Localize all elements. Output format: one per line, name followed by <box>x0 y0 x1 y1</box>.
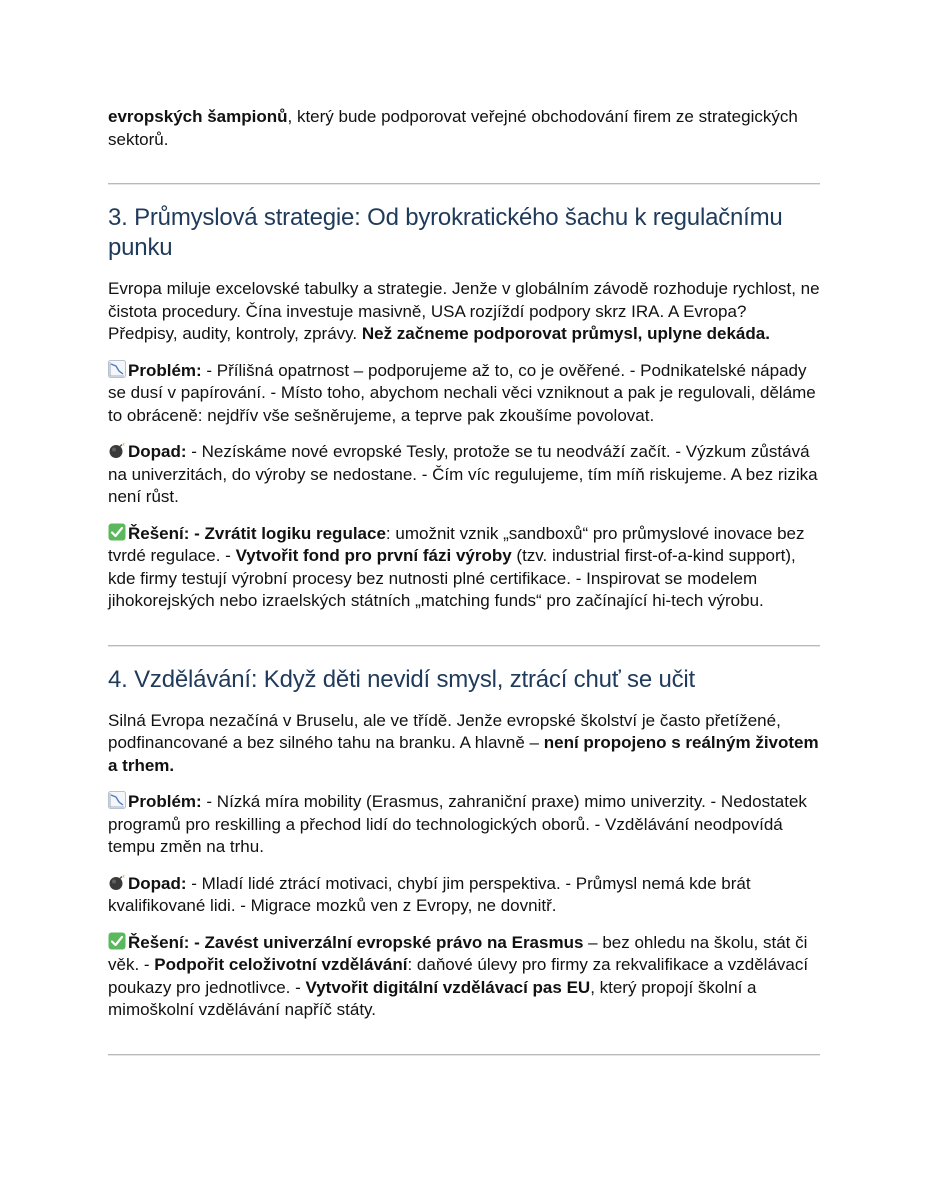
section-heading: 4. Vzdělávání: Když děti nevidí smysl, ztrácí chuť se učit <box>108 665 695 693</box>
horizontal-rule <box>108 183 820 185</box>
check-mark-button-icon <box>108 523 126 541</box>
solution-paragraph <box>108 523 820 613</box>
solution-part: – bez ohledu na školu, stát či věk. - <box>108 932 808 974</box>
impact-paragraph <box>108 441 820 509</box>
solution-paragraph <box>108 932 820 1022</box>
section-education <box>108 665 820 1022</box>
bomb-icon <box>108 441 126 459</box>
horizontal-rule <box>108 645 820 647</box>
solution-part: - <box>189 523 205 543</box>
document-page <box>108 106 820 1056</box>
bomb-icon <box>108 873 126 891</box>
solution-part: : umožnit vznik „sandboxů“ pro průmyslové inovace bez tvrdé regulace. - <box>108 523 805 565</box>
solution-part-bold: Zvrátit logiku regulace <box>204 523 386 543</box>
check-mark-button-icon <box>108 932 126 950</box>
problem-label: Problém: <box>128 360 202 380</box>
chart-decreasing-icon <box>108 360 126 378</box>
section-lead <box>108 278 820 346</box>
problem-label: Problém: <box>128 792 202 811</box>
solution-part-bold: Zavést univerzální evropské právo na Erasmus <box>204 932 584 952</box>
solution-label: Řešení: <box>128 932 190 952</box>
intro-bold: evropských šampionů <box>108 107 288 126</box>
section-lead <box>108 710 820 778</box>
problem-text: - Přílišná opatrnost – podporujeme až to, co je ověřené. - Podnikatelské nápady se dusí v papírování. - Místo toho, abychom nechali věci vzniknout a pak je regulovali, děláme to obráceně: nejdřív vše sešněrujeme, a teprve pak zkoušíme povolovat. <box>108 360 816 425</box>
problem-paragraph <box>108 791 820 859</box>
impact-label: Dopad: <box>128 873 187 893</box>
solution-label: Řešení: <box>128 523 190 543</box>
solution-part-bold: Podpořit celoživotní vzdělávání <box>154 955 408 974</box>
solution-part: - <box>189 932 205 952</box>
lead-bold: není propojeno s reálným životem a trhem. <box>108 733 819 775</box>
section-heading: 3. Průmyslová strategie: Od byrokratického šachu k regulačnímu punku <box>108 204 783 261</box>
impact-label: Dopad: <box>128 442 187 461</box>
intro-text: , který bude podporovat veřejné obchodování firem ze strategických sektorů. <box>108 107 798 149</box>
impact-text: - Nezískáme nové evropské Tesly, protože se tu neodváží začít. - Výzkum zůstává na univerzitách, do výroby se nedostane. - Čím víc regulujeme, tím míň riskujeme. A bez rizika není růst. <box>108 442 818 506</box>
section-industrial-strategy <box>108 203 820 613</box>
solution-part: (tzv. industrial first-of-a-kind support), kde firmy testují výrobní procesy bez nutnosti plné certifikace. - Inspirovat se modelem jihokorejských nebo izraelských státních „matching funds“ pro začínající hi-tech výrobu. <box>108 546 796 610</box>
solution-part-bold: Vytvořit fond pro první fázi výroby <box>235 546 512 565</box>
impact-text: - Mladí lidé ztrácí motivaci, chybí jim perspektiva. - Průmysl nemá kde brát kvalifikované lidi. - Migrace mozků ven z Evropy, ne dovnitř. <box>108 873 751 915</box>
solution-part: , který propojí školní a mimoškolní vzdělávání napříč státy. <box>108 977 757 1019</box>
chart-decreasing-icon <box>108 791 126 809</box>
solution-part-bold: Vytvořit digitální vzdělávací pas EU <box>305 977 591 997</box>
lead-text: Silná Evropa nezačíná v Bruselu, ale ve třídě. Jenže evropské školství je často přetížené, podfinancované a bez silného tahu na branku. A hlavně – <box>108 710 781 752</box>
horizontal-rule <box>108 1054 820 1056</box>
problem-text: - Nízká míra mobility (Erasmus, zahraniční praxe) mimo univerzity. - Nedostatek programů pro reskilling a přechod lidí do technologických oborů. - Vzdělávání neodpovídá tempu změn na trhu. <box>108 792 807 856</box>
problem-paragraph <box>108 360 820 428</box>
lead-text: Evropa miluje excelovské tabulky a strategie. Jenže v globálním závodě rozhoduje rychlost, ne čistota procedury. Čína investuje masivně, USA rozjíždí podpory skrz IRA. A Evropa? Předpisy, audity, kontroly, zprávy. <box>108 279 820 343</box>
lead-bold: Než začneme podporovat průmysl, uplyne dekáda. <box>361 324 770 343</box>
solution-part: : daňové úlevy pro firmy za rekvalifikace a vzdělávací poukazy pro jednotlivce. - <box>108 955 809 997</box>
intro-paragraph <box>108 106 820 151</box>
impact-paragraph <box>108 873 820 918</box>
